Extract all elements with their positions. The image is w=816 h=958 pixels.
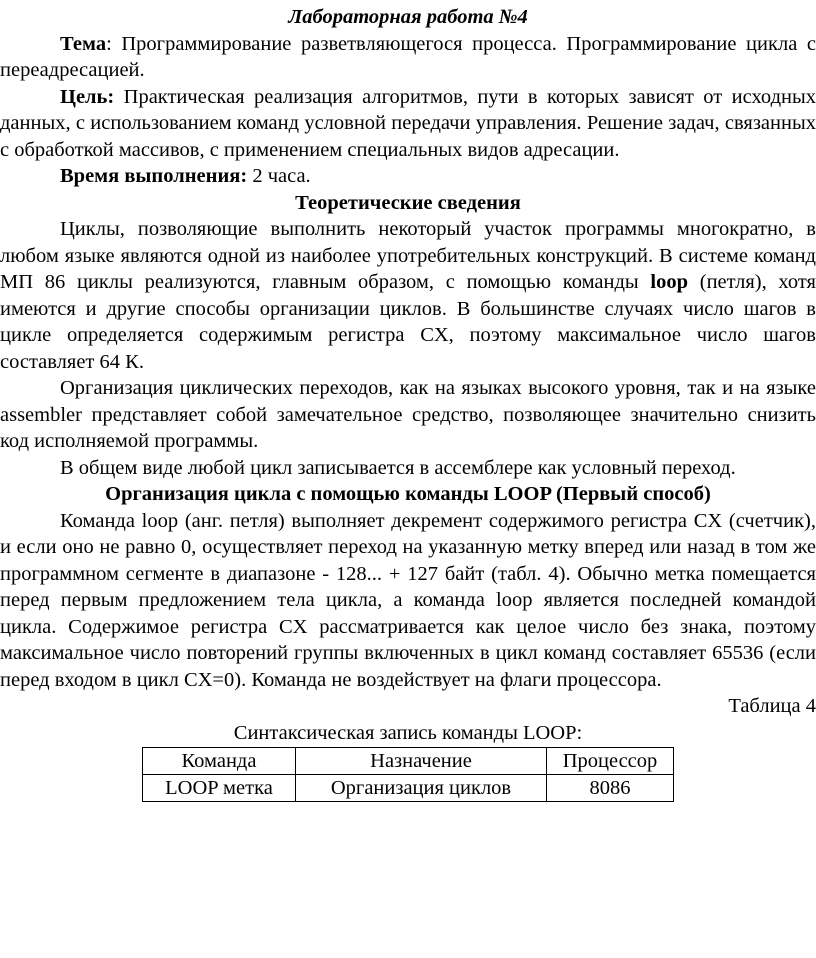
paragraph-cycles-part1: Циклы, позволяющие выполнить некоторый участок программы многократно, в любом языке являются одной из наиболее употребительных конструкций. В системе команд МП 86 циклы реализуются, главным образом, с помощью команды — [0, 218, 816, 293]
time-label: Время выполнения: — [60, 165, 248, 187]
table-header-cell: Команда — [143, 748, 296, 775]
section-heading-loop: Организация цикла с помощью команды LOOP (Первый способ) — [105, 483, 711, 505]
paragraph-organization: Организация циклических переходов, как на языках высокого уровня, так и на языке assembler представляет собой замечательное средство, позволяющее значительно снизить код исполняемой программы. — [0, 377, 816, 452]
table-header-row — [143, 748, 674, 775]
table-row — [143, 775, 674, 802]
topic-text: : Программирование разветвляющегося процесса. Программирование цикла с переадресацией. — [0, 32, 816, 81]
syntax-table — [142, 747, 674, 802]
document-title: Лабораторная работа №4 — [288, 6, 528, 28]
time-paragraph — [0, 163, 816, 190]
table-cell: LOOP метка — [143, 775, 296, 802]
table-cell: Организация циклов — [296, 775, 547, 802]
table-header-cell: Назначение — [296, 748, 547, 775]
loop-keyword: loop — [650, 271, 689, 293]
table-cell: 8086 — [547, 775, 674, 802]
goal-label: Цель: — [60, 85, 115, 108]
topic-paragraph — [0, 31, 816, 84]
goal-paragraph — [0, 84, 816, 164]
topic-label: Тема — [60, 32, 107, 55]
paragraph-general: В общем виде любой цикл записывается в ассемблере как условный переход. — [60, 456, 736, 479]
time-text: 2 часа. — [247, 165, 311, 187]
goal-text: Практическая реализация алгоритмов, пути в которых зависят от исходных данных, с использованием команд условной передачи управления. Решение задач, связанных с обработкой массивов, с применением специальных видов адресации. — [0, 85, 816, 161]
table-number: Таблица 4 — [728, 695, 816, 717]
section-heading-theory: Теоретические сведения — [295, 191, 521, 214]
paragraph-cycles-part2: (петля), хотя имеются и другие способы организации циклов. В большинстве случаях число шагов в цикле определяется содержимым регистра CX, поэтому максимальное число шагов составляет 64 К. — [0, 271, 816, 373]
paragraph-loop-command: Команда loop (анг. петля) выполняет декремент содержимого регистра CX (счетчик), и если оно не равно 0, осуществляет переход на указанную метку вперед или назад в том же программном сегменте в диапазоне - 128... + 127 байт (табл. 4). Обычно метка помещается перед первым предложением тела цикла, а команда loop является последней командой цикла. Содержимое регистра CX рассматривается как целое число без знака, поэтому максимальное число повторений группы включенных в цикл команд составляет 65536 (если перед входом в цикл CX=0). Команда не воздействует на флаги процессора. — [0, 509, 816, 691]
table-header-cell: Процессор — [547, 748, 674, 775]
table-caption: Синтаксическая запись команды LOOP: — [233, 721, 583, 744]
paragraph-cycles — [0, 216, 816, 375]
